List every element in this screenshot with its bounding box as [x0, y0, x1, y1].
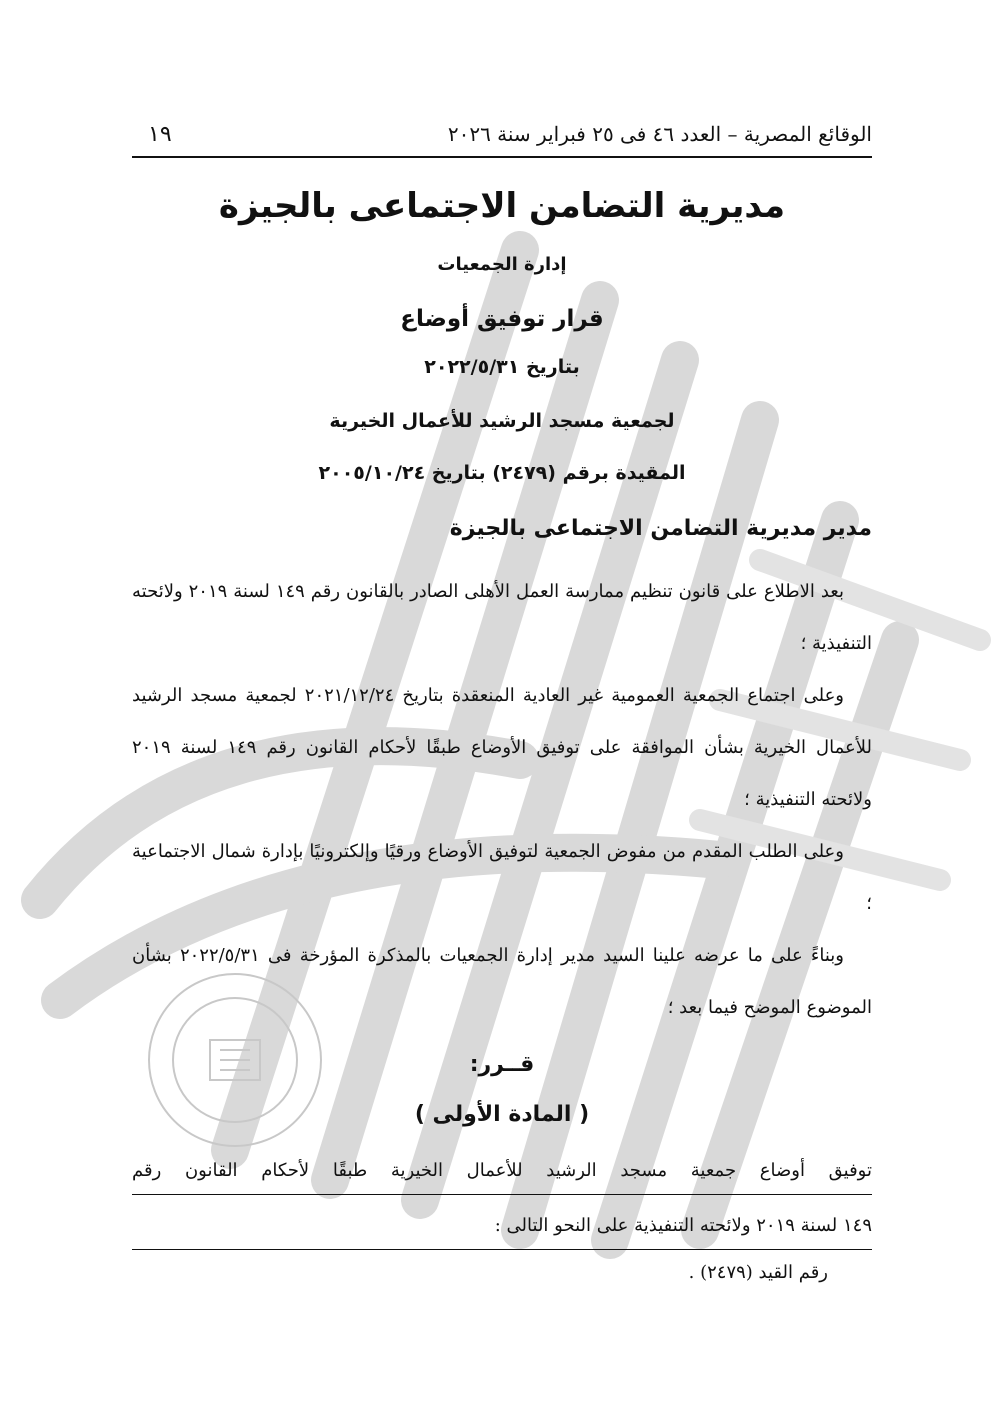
article-title: ( المادة الأولى )	[414, 1102, 590, 1127]
paragraph-preamble-law: بعد الاطلاع على قانون تنظيم ممارسة العمل الأهلى الصادر بالقانون رقم ١٤٩ لسنة ٢٠١٩ ولائحته التنفيذية ؛	[132, 581, 872, 654]
gazette-title: الوقائع المصرية – العدد ٤٦ فى ٢٥ فبراير سنة ٢٠٢٦	[447, 122, 872, 146]
decided-label: قــرر:	[469, 1052, 535, 1077]
page-number: ١٩	[148, 121, 172, 147]
page-header	[132, 112, 872, 158]
article-line-2: ١٤٩ لسنة ٢٠١٩ ولائحته التنفيذية على النحو التالى :	[132, 1203, 872, 1250]
decision-date: بتاريخ ٢٠٢٢/٥/٣١	[424, 356, 580, 378]
association-name: لجمعية مسجد الرشيد للأعمال الخيرية	[329, 410, 675, 432]
director-heading: مدير مديرية التضامن الاجتماعى بالجيزة	[449, 516, 872, 541]
article-line-1: توفيق أوضاع جمعية مسجد الرشيد للأعمال الخيرية طبقًا لأحكام القانون رقم	[132, 1148, 872, 1195]
department-title: إدارة الجمعيات	[437, 254, 567, 275]
registration-number: رقم القيد (٢٤٧٩) .	[688, 1262, 828, 1283]
decision-title: قرار توفيق أوضاع	[400, 306, 604, 332]
article-body	[132, 1148, 872, 1258]
paragraph-request: وعلى الطلب المقدم من مفوض الجمعية لتوفيق الأوضاع ورقيًا وإلكترونيًا بإدارة شمال الاجتماعية ؛	[132, 841, 872, 914]
paragraph-general-assembly: وعلى اجتماع الجمعية العمومية غير العادية المنعقدة بتاريخ ٢٠٢١/١٢/٢٤ لجمعية مسجد الرشيد للأعمال الخيرية بشأن الموافقة على توفيق الأوضاع طبقًا لأحكام القانون رقم ١٤٩ لسنة ٢٠١٩ ولائحته التنفيذية ؛	[132, 685, 872, 810]
registration-line: المقيدة برقم (٢٤٧٩) بتاريخ ٢٠٠٥/١٠/٢٤	[318, 462, 686, 484]
paragraph-memo: وبناءً على ما عرضه علينا السيد مدير إدارة الجمعيات بالمذكرة المؤرخة فى ٢٠٢٢/٥/٣١ بشأن الموضوع الموضح فيما بعد ؛	[132, 945, 872, 1018]
directorate-title: مديرية التضامن الاجتماعى بالجيزة	[218, 186, 786, 226]
